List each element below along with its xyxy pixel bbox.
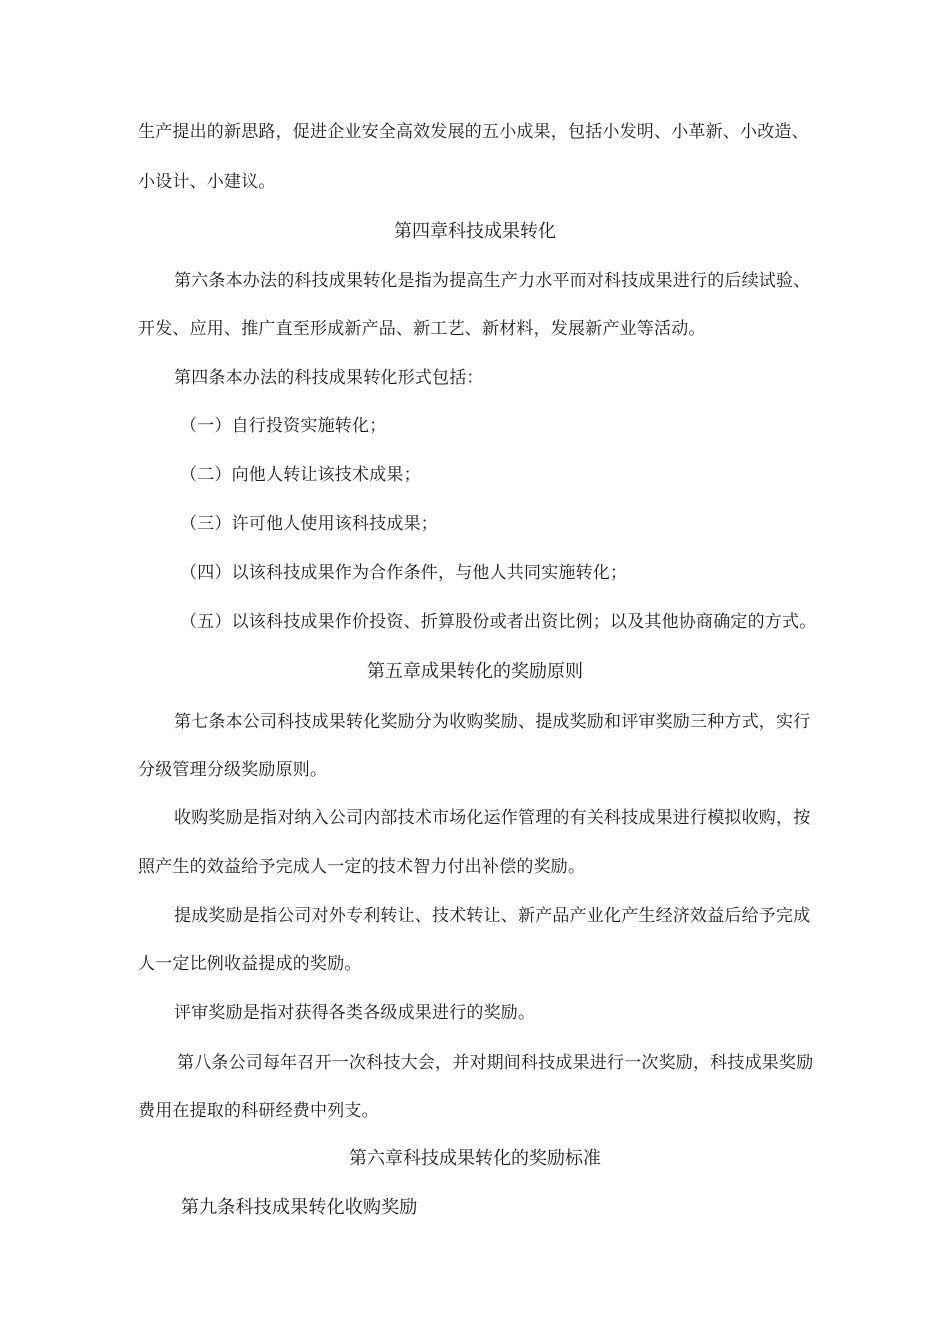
paragraph-line: 分级管理分级奖励原则。: [138, 760, 328, 780]
paragraph-line: 生产提出的新思路，促进企业安全高效发展的五小成果，包括小发明、小革新、小改造、: [138, 122, 809, 142]
paragraph-line: 第八条公司每年召开一次科技大会，并对期间科技成果进行一次奖励，科技成果奖励: [177, 1053, 814, 1073]
paragraph-line: 第四条本办法的科技成果转化形式包括：: [174, 368, 484, 388]
paragraph-line: 人一定比例收益提成的奖励。: [138, 954, 362, 974]
paragraph-line: 小设计、小建议。: [138, 172, 276, 192]
paragraph-line: 提成奖励是指公司对外专利转让、技术转让、新产品产业化产生经济效益后给予完成: [174, 906, 811, 926]
list-item: （一）自行投资实施转化；: [180, 416, 387, 436]
paragraph-line: 评审奖励是指对获得各类各级成果进行的奖励。: [174, 1003, 536, 1023]
list-item: （四）以该科技成果作为合作条件，与他人共同实施转化；: [180, 563, 628, 583]
paragraph-line: 第六条本办法的科技成果转化是指为提高生产力水平而对科技成果进行的后续试验、: [174, 271, 811, 291]
paragraph-line: 第七条本公司科技成果转化奖励分为收购奖励、提成奖励和评审奖励三种方式，实行: [174, 712, 811, 732]
chapter-heading: 第四章科技成果转化: [394, 221, 556, 242]
paragraph-line: 收购奖励是指对纳入公司内部技术市场化运作管理的有关科技成果进行模拟收购，按: [174, 808, 811, 828]
list-item: （五）以该科技成果作价投资、折算股份或者出资比例；以及其他协商确定的方式。: [180, 612, 817, 632]
paragraph-line: 开发、应用、推广直至形成新产品、新工艺、新材料，发展新产业等活动。: [138, 319, 706, 339]
paragraph-line: 费用在提取的科研经费中列支。: [138, 1101, 379, 1121]
article-heading: 第九条科技成果转化收购奖励: [181, 1197, 418, 1218]
chapter-heading: 第六章科技成果转化的奖励标准: [349, 1148, 601, 1169]
chapter-heading: 第五章成果转化的奖励原则: [367, 661, 583, 682]
list-item: （三）许可他人使用该科技成果；: [180, 514, 438, 534]
paragraph-line: 照产生的效益给予完成人一定的技术智力付出补偿的奖励。: [138, 857, 586, 877]
list-item: （二）向他人转让该技术成果；: [180, 465, 421, 485]
